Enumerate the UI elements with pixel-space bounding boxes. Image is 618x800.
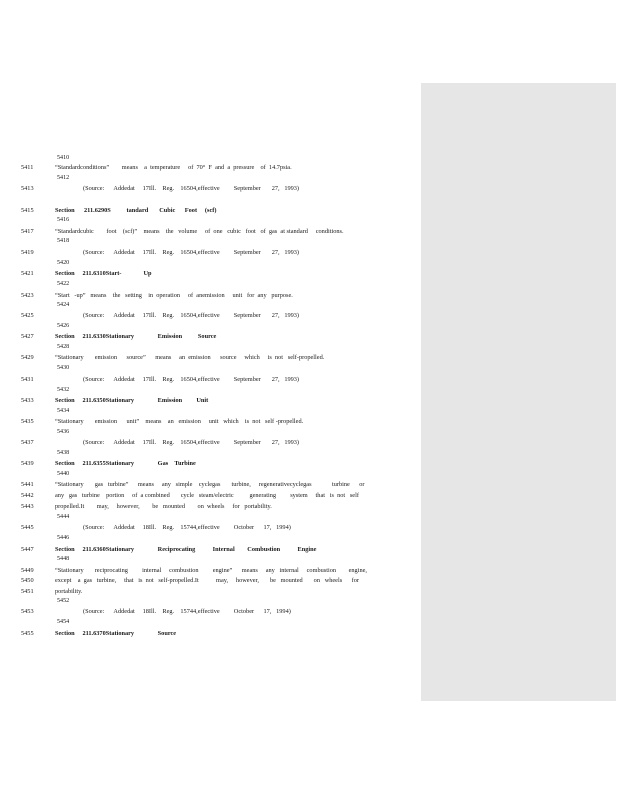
- source-note: (Source: Addedat 18Ill. Reg. 15744,effective October 17, 1994): [83, 608, 291, 615]
- line-number: 5429: [21, 354, 34, 361]
- source-note: (Source: Addedat 17Ill. Reg. 16504,effective September 27, 1993): [83, 249, 300, 256]
- source-note: (Source: Addedat 17Ill. Reg. 16504,effective September 27, 1993): [83, 312, 300, 319]
- line-number: 5433: [21, 397, 34, 404]
- line-number: 5435: [21, 418, 34, 425]
- line-number: 5449: [21, 567, 34, 574]
- line-number: 5443: [21, 503, 34, 510]
- line-subnumber: 5428: [57, 344, 70, 350]
- body-text: “Standardconditions” means a temperature of 70° F and a pressure of 14.7psia.: [55, 164, 292, 171]
- body-text: “Standardcubic foot (scf)” means the volume of one cubic foot of gas at standard conditions.: [55, 228, 344, 235]
- line-subnumber: 5416: [57, 217, 70, 223]
- source-note: (Source: Addedat 17Ill. Reg. 16504,effective September 27, 1993): [83, 376, 300, 383]
- line-number: 5455: [21, 630, 34, 637]
- line-number: 5447: [21, 546, 34, 553]
- body-text: “Start -up” means the setting in operation of anemission unit for any purpose.: [55, 292, 293, 299]
- body-text: “Stationary emission source” means an emission source which is not self-propelled.: [55, 354, 325, 361]
- line-number: 5419: [21, 249, 34, 256]
- line-subnumber: 5434: [57, 408, 70, 414]
- body-text: propelled.It may, however, be mounted on wheels for portability.: [55, 503, 272, 510]
- line-subnumber: 5454: [57, 619, 70, 625]
- line-subnumber: 5438: [57, 450, 70, 456]
- line-number: 5413: [21, 185, 34, 192]
- section-heading: Section 211.6355Stationary Gas Turbine: [55, 460, 196, 467]
- line-subnumber: 5422: [57, 281, 70, 287]
- line-subnumber: 5444: [57, 514, 70, 520]
- line-number: 5411: [21, 164, 34, 171]
- line-subnumber: 5440: [57, 471, 70, 477]
- body-text: “Stationary gas turbine” means any simple cyclegas turbine, regenerativecyclegas turbine or: [55, 481, 365, 488]
- line-subnumber: 5430: [57, 365, 70, 371]
- line-subnumber: 5410: [57, 155, 70, 161]
- line-number: 5425: [21, 312, 34, 319]
- line-subnumber: 5436: [57, 429, 70, 435]
- source-note: (Source: Addedat 17Ill. Reg. 16504,effective September 27, 1993): [83, 185, 300, 192]
- line-subnumber: 5432: [57, 387, 70, 393]
- section-heading: Section 211.6350Stationary Emission Unit: [55, 397, 209, 404]
- section-heading: Section 211.6310Start- Up: [55, 270, 152, 277]
- line-number: 5427: [21, 333, 34, 340]
- line-number: 5417: [21, 228, 34, 235]
- body-text: any gas turbine portion of a combined cycle steam/electric generating system that is not self: [55, 492, 359, 499]
- line-subnumber: 5412: [57, 175, 70, 181]
- body-text: “Stationary emission unit” means an emission unit which is not self -propelled.: [55, 418, 304, 425]
- section-heading: Section 211.6370Stationary Source: [55, 630, 177, 637]
- line-number: 5451: [21, 588, 34, 595]
- line-number: 5439: [21, 460, 34, 467]
- line-number: 5450: [21, 577, 34, 584]
- line-subnumber: 5446: [57, 535, 70, 541]
- line-number: 5445: [21, 524, 34, 531]
- line-number: 5441: [21, 481, 34, 488]
- line-number: 5415: [21, 207, 34, 214]
- body-text: “Stationary reciprocating internal combustion engine” means any internal combustion engine,: [55, 567, 367, 574]
- line-number: 5423: [21, 292, 34, 299]
- source-note: (Source: Addedat 17Ill. Reg. 16504,effective September 27, 1993): [83, 439, 300, 446]
- line-subnumber: 5426: [57, 323, 70, 329]
- line-number: 5437: [21, 439, 34, 446]
- source-note: (Source: Addedat 18Ill. Reg. 15744,effective October 17, 1994): [83, 524, 291, 531]
- body-text: portability.: [55, 588, 83, 595]
- line-number: 5421: [21, 270, 34, 277]
- section-heading: Section 211.6360Stationary Reciprocating Internal Combustion Engine: [55, 546, 317, 553]
- line-subnumber: 5420: [57, 260, 70, 266]
- line-number: 5442: [21, 492, 34, 499]
- section-heading: Section 211.6330Stationary Emission Source: [55, 333, 217, 340]
- line-subnumber: 5452: [57, 598, 70, 604]
- body-text: except a gas turbine, that is not self-propelled.It may, however, be mounted on wheels for: [55, 577, 359, 584]
- line-subnumber: 5424: [57, 302, 70, 308]
- line-subnumber: 5448: [57, 556, 70, 562]
- line-number: 5431: [21, 376, 34, 383]
- section-heading: Section 211.6290S tandard Cubic Foot (scf): [55, 207, 217, 214]
- comment-sidebar: [421, 83, 616, 701]
- line-subnumber: 5418: [57, 238, 70, 244]
- line-number: 5453: [21, 608, 34, 615]
